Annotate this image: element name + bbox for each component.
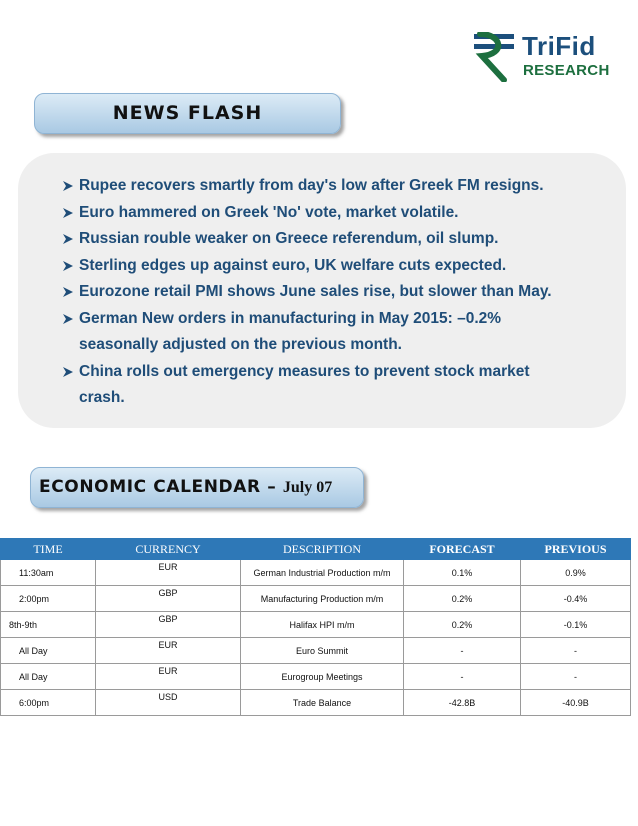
header-forecast: FORECAST bbox=[404, 539, 521, 560]
logo-name: TriFid bbox=[522, 31, 596, 61]
news-flash-banner bbox=[34, 93, 341, 134]
cell-time: 6:00pm bbox=[1, 690, 96, 716]
cell-currency: GBP bbox=[96, 586, 241, 612]
news-item bbox=[62, 253, 602, 280]
news-item-text: China rolls out emergency measures to prevent stock market crash. bbox=[79, 362, 530, 406]
news-list bbox=[62, 173, 602, 412]
cell-forecast: - bbox=[404, 664, 521, 690]
cell-currency: GBP bbox=[96, 612, 241, 638]
header-description: DESCRIPTION bbox=[241, 539, 404, 560]
cell-time: 2:00pm bbox=[1, 586, 96, 612]
cell-previous: - bbox=[521, 638, 631, 664]
cell-forecast: 0.2% bbox=[404, 612, 521, 638]
economic-calendar-banner bbox=[30, 467, 364, 508]
arrow-bullet-icon bbox=[62, 207, 74, 219]
news-item bbox=[62, 226, 602, 253]
arrow-bullet-icon bbox=[62, 366, 74, 378]
rupee-logo-icon bbox=[472, 32, 518, 82]
cell-currency: EUR bbox=[96, 638, 241, 664]
cell-forecast: 0.2% bbox=[404, 586, 521, 612]
cell-forecast: -42.8B bbox=[404, 690, 521, 716]
news-item-text: Russian rouble weaker on Greece referendum, oil slump. bbox=[79, 230, 499, 247]
logo-subtitle: RESEARCH bbox=[523, 62, 610, 79]
cell-previous: -0.1% bbox=[521, 612, 631, 638]
cell-time: All Day bbox=[1, 664, 96, 690]
news-item-text: Euro hammered on Greek 'No' vote, market volatile. bbox=[79, 203, 459, 221]
calendar-date: July 07 bbox=[282, 479, 333, 496]
table-row bbox=[1, 560, 631, 586]
cell-time: 8th-9th bbox=[1, 612, 96, 638]
news-item-text: Rupee recovers smartly from day's low after Greek FM resigns. bbox=[79, 177, 544, 194]
header-currency: CURRENCY bbox=[96, 539, 241, 560]
cell-forecast: 0.1% bbox=[404, 560, 521, 586]
cell-currency: EUR bbox=[96, 560, 241, 586]
news-flash-title: NEWS FLASH bbox=[112, 102, 263, 124]
news-item bbox=[62, 359, 574, 412]
news-item bbox=[62, 279, 602, 306]
cell-forecast: - bbox=[404, 638, 521, 664]
news-item-text: German New orders in manufacturing in May 2015: –0.2% seasonally adjusted on the previous month. bbox=[79, 309, 502, 353]
news-item bbox=[62, 306, 549, 359]
cell-description: Manufacturing Production m/m bbox=[241, 586, 404, 612]
cell-time: All Day bbox=[1, 638, 96, 664]
table-row bbox=[1, 586, 631, 612]
news-item-text: Eurozone retail PMI shows June sales rise, but slower than May. bbox=[79, 283, 552, 300]
arrow-bullet-icon bbox=[62, 313, 74, 325]
table-row bbox=[1, 664, 631, 690]
arrow-bullet-icon bbox=[62, 180, 74, 192]
trifid-logo bbox=[472, 30, 622, 82]
economic-calendar-title bbox=[39, 477, 332, 497]
cell-description: Euro Summit bbox=[241, 638, 404, 664]
header-previous: PREVIOUS bbox=[521, 539, 631, 560]
cell-currency: EUR bbox=[96, 664, 241, 690]
news-item bbox=[62, 200, 602, 227]
cell-description: Eurogroup Meetings bbox=[241, 664, 404, 690]
arrow-bullet-icon bbox=[62, 260, 74, 272]
cell-time: 11:30am bbox=[1, 560, 96, 586]
news-item bbox=[62, 173, 602, 200]
table-header-row bbox=[1, 539, 631, 560]
header-time: TIME bbox=[1, 539, 96, 560]
cell-previous: -0.4% bbox=[521, 586, 631, 612]
cell-description: Trade Balance bbox=[241, 690, 404, 716]
table-row bbox=[1, 612, 631, 638]
table-row bbox=[1, 690, 631, 716]
cell-previous: 0.9% bbox=[521, 560, 631, 586]
cell-description: German Industrial Production m/m bbox=[241, 560, 404, 586]
arrow-bullet-icon bbox=[62, 286, 74, 298]
cell-description: Halifax HPI m/m bbox=[241, 612, 404, 638]
cell-previous: - bbox=[521, 664, 631, 690]
cell-previous: -40.9B bbox=[521, 690, 631, 716]
cell-currency: USD bbox=[96, 690, 241, 716]
news-item-text: Sterling edges up against euro, UK welfare cuts expected. bbox=[79, 256, 507, 274]
calendar-title-text: ECONOMIC CALENDAR – bbox=[39, 477, 277, 497]
economic-calendar-table bbox=[0, 538, 631, 716]
arrow-bullet-icon bbox=[62, 233, 74, 245]
table-row bbox=[1, 638, 631, 664]
